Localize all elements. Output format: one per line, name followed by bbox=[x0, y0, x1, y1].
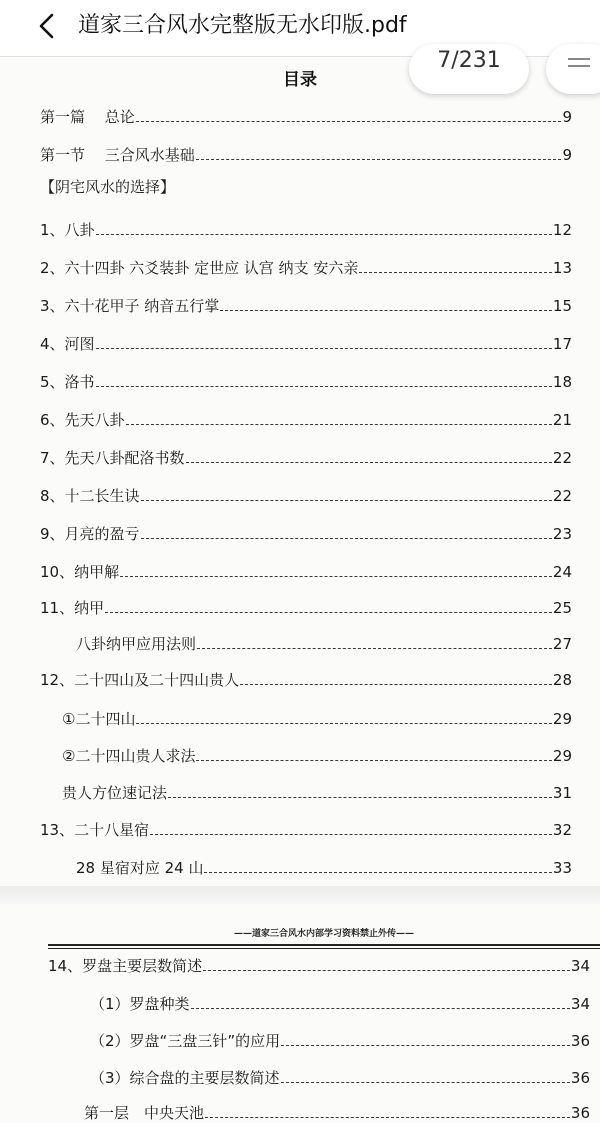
toc-entry-page: 34 bbox=[570, 995, 590, 1013]
toc-entry[interactable] bbox=[76, 854, 572, 878]
pdf-viewer[interactable] bbox=[0, 48, 600, 1123]
toc-leader bbox=[105, 612, 552, 613]
toc-entry-page: 36 bbox=[570, 1104, 590, 1122]
menu-icon-bar bbox=[568, 65, 590, 67]
toc-entry-title: 8、十二长生诀 bbox=[40, 487, 140, 505]
toc-entry-page: 32 bbox=[552, 821, 572, 839]
toc-entry-page: 15 bbox=[552, 297, 572, 315]
toc-entry-page: 22 bbox=[552, 487, 572, 505]
toc-entry-page: 36 bbox=[570, 1069, 590, 1087]
toc-entry-page: 29 bbox=[552, 747, 572, 765]
toc-entry-title: 28 星宿对应 24 山 bbox=[76, 859, 204, 877]
header-rule bbox=[48, 948, 600, 949]
toc-leader bbox=[281, 1045, 570, 1046]
toc-entry-title: 贵人方位速记法 bbox=[62, 784, 168, 802]
toc-entry-title: 11、纳甲 bbox=[40, 599, 105, 617]
toc-entry-page: 27 bbox=[552, 635, 572, 653]
toc-entry[interactable] bbox=[62, 705, 572, 729]
toc-leader bbox=[281, 1082, 570, 1083]
toc-entry-title: 12、二十四山及二十四山贵人 bbox=[40, 671, 240, 689]
toc-entry-title: 第一节 三合风水基础 bbox=[40, 146, 195, 164]
toc-entry[interactable] bbox=[40, 666, 572, 690]
toc-entry[interactable] bbox=[40, 254, 572, 278]
toc-entry[interactable] bbox=[40, 292, 572, 316]
toc-entry-title: 6、先天八卦 bbox=[40, 411, 125, 429]
toc-leader bbox=[204, 872, 551, 873]
toc-leader bbox=[136, 723, 551, 724]
toc-entry[interactable] bbox=[40, 330, 572, 354]
toc-leader bbox=[205, 1117, 570, 1118]
toc-entry[interactable] bbox=[90, 1064, 590, 1088]
toc-entry-title: 3、六十花甲子 纳音五行掌 bbox=[40, 297, 220, 315]
toc-leader bbox=[96, 386, 552, 387]
pdf-page-8 bbox=[0, 904, 600, 1123]
toc-entry-title: 7、先天八卦配洛书数 bbox=[40, 449, 185, 467]
toc-leader bbox=[120, 576, 552, 577]
toc-entry-page: 12 bbox=[552, 221, 572, 239]
toc-entry-page: 28 bbox=[552, 671, 572, 689]
toc-entry-title: 4、河图 bbox=[40, 335, 95, 353]
toc-entry-page: 25 bbox=[552, 599, 572, 617]
toc-entry[interactable] bbox=[90, 1027, 590, 1051]
toc-entry-page: 17 bbox=[552, 335, 572, 353]
toc-entry-title: ②二十四山贵人求法 bbox=[62, 747, 196, 765]
toc-leader bbox=[150, 834, 552, 835]
toc-entry-title: 13、二十八星宿 bbox=[40, 821, 150, 839]
toc-entry-page: 23 bbox=[552, 525, 572, 543]
menu-button[interactable] bbox=[546, 44, 600, 94]
toc-entry-title: ①二十四山 bbox=[62, 710, 136, 728]
toc-entry-page: 13 bbox=[552, 259, 572, 277]
toc-entry-title: 10、纳甲解 bbox=[40, 563, 120, 581]
toc-entry-title: 第一层 中央天池 bbox=[84, 1104, 205, 1122]
toc-entry-title: 1、八卦 bbox=[40, 221, 95, 239]
toc-leader bbox=[126, 424, 552, 425]
toc-entry-page: 36 bbox=[570, 1032, 590, 1050]
toc-entry-page: 33 bbox=[552, 859, 572, 877]
toc-leader bbox=[141, 538, 552, 539]
page-header-text: ——道家三合风水内部学习资料禁止外传—— bbox=[233, 929, 414, 939]
toc-leader bbox=[168, 797, 552, 798]
toc-entry[interactable] bbox=[40, 816, 572, 840]
toc-entry-title: （2）罗盘“三盘三针”的应用 bbox=[90, 1032, 281, 1050]
toc-entry-title: 八卦纳甲应用法则 bbox=[76, 635, 197, 653]
toc-entry[interactable] bbox=[84, 1099, 590, 1123]
toc-leader bbox=[240, 684, 552, 685]
toc-entry[interactable] bbox=[90, 990, 590, 1014]
pdf-page-7 bbox=[0, 56, 600, 887]
toc-entry[interactable] bbox=[40, 594, 572, 618]
toc-leader bbox=[220, 310, 552, 311]
toc-leader bbox=[96, 234, 552, 235]
toc-entry-title: 9、月亮的盈亏 bbox=[40, 525, 140, 543]
page-counter[interactable] bbox=[409, 44, 529, 94]
back-arrow-icon[interactable] bbox=[34, 12, 62, 40]
toc-entry-title: 14、罗盘主要层数简述 bbox=[48, 957, 203, 975]
toc-entry[interactable] bbox=[62, 742, 572, 766]
toc-entry-title: 2、六十四卦 六爻装卦 定世应 认宫 纳支 安六亲 bbox=[40, 259, 359, 277]
toc-leader bbox=[141, 500, 552, 501]
toc-leader bbox=[191, 1008, 570, 1009]
toc-heading: 目录 bbox=[283, 70, 317, 90]
toc-entry-page: 21 bbox=[552, 411, 572, 429]
toc-entry-page: 34 bbox=[570, 957, 590, 975]
toc-leader bbox=[197, 648, 552, 649]
toc-entry-title: 5、洛书 bbox=[40, 373, 95, 391]
toc-entry[interactable] bbox=[40, 368, 572, 392]
toc-entry[interactable] bbox=[40, 406, 572, 430]
toc-entry[interactable] bbox=[40, 520, 572, 544]
toc-entry-title: （3）综合盘的主要层数简述 bbox=[90, 1069, 280, 1087]
toc-leader bbox=[96, 348, 552, 349]
page-divider bbox=[0, 886, 600, 904]
toc-entry[interactable] bbox=[40, 558, 572, 582]
toc-section-label: 【阴宅风水的选择】 bbox=[40, 178, 176, 196]
page-counter-text: 7/231 bbox=[437, 48, 501, 73]
toc-entry[interactable] bbox=[62, 779, 572, 803]
toc-entry[interactable] bbox=[40, 444, 572, 468]
menu-icon bbox=[568, 58, 590, 60]
toc-entry-page: 22 bbox=[552, 449, 572, 467]
toc-entry[interactable] bbox=[40, 103, 572, 127]
header-rule bbox=[48, 944, 600, 946]
toc-leader bbox=[186, 462, 552, 463]
toc-entry-page: 31 bbox=[552, 784, 572, 802]
toc-entry[interactable] bbox=[40, 216, 572, 240]
toc-entry[interactable] bbox=[48, 952, 590, 976]
toc-leader bbox=[136, 121, 562, 122]
toc-leader bbox=[196, 159, 562, 160]
toc-entry-page: 9 bbox=[562, 146, 572, 164]
document-title: 道家三合风水完整版无水印版.pdf bbox=[78, 13, 407, 38]
toc-entry-page: 29 bbox=[552, 710, 572, 728]
toc-entry-page: 18 bbox=[552, 373, 572, 391]
toc-entry[interactable] bbox=[40, 482, 572, 506]
toc-leader bbox=[203, 970, 570, 971]
toc-entry-title: （1）罗盘种类 bbox=[90, 995, 190, 1013]
toc-entry[interactable] bbox=[76, 630, 572, 654]
toc-entry-page: 24 bbox=[552, 563, 572, 581]
toc-entry-title: 第一篇 总论 bbox=[40, 108, 135, 126]
toc-leader bbox=[359, 272, 552, 273]
toc-entry-page: 9 bbox=[562, 108, 572, 126]
toc-entry[interactable] bbox=[40, 141, 572, 165]
toc-leader bbox=[196, 760, 551, 761]
